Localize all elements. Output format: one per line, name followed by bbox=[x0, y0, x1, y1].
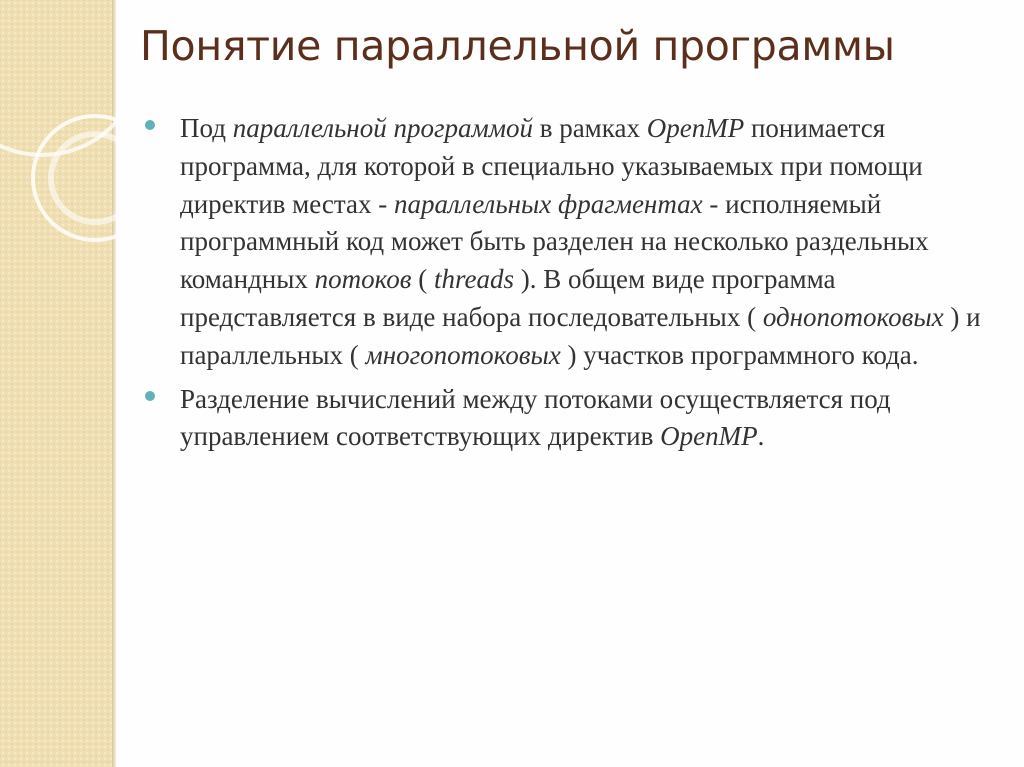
text-run: ). В общем виде программа представляется в виде набора последовательных ( bbox=[180, 264, 836, 332]
text-run: понимается программа, для которой в специально указываемых при помощи директив местах - bbox=[180, 113, 923, 219]
italic-term: OpenMP bbox=[646, 113, 745, 143]
text-run: ) и параллельных ( bbox=[180, 301, 981, 370]
italic-term: потоков bbox=[314, 264, 412, 295]
bullet-dot-icon bbox=[145, 391, 155, 401]
text-run: Под bbox=[180, 113, 233, 143]
italic-term: OpenMP bbox=[660, 421, 758, 452]
bullet-text bbox=[180, 113, 981, 370]
text-run: ) участков программного кода. bbox=[560, 339, 919, 370]
text-run: - исполняемый программный код может быть разделен на несколько раздельных командных bbox=[180, 188, 929, 295]
decorative-circles bbox=[0, 0, 116, 260]
bullet-item bbox=[145, 381, 1005, 457]
text-run: . bbox=[757, 421, 765, 452]
bullet-list bbox=[145, 110, 1005, 462]
bullet-item bbox=[145, 110, 1005, 375]
text-run: в рамках bbox=[532, 113, 647, 143]
text-run: Разделение вычислений между потоками осуществляется под управлением соответствующих директив bbox=[180, 383, 891, 452]
italic-term: threads bbox=[433, 264, 514, 295]
italic-term: однопотоковых bbox=[762, 301, 944, 332]
slide-title: Понятие параллельной программы bbox=[140, 22, 895, 70]
italic-term: параллельных фрагментах bbox=[394, 188, 703, 219]
bullet-dot-icon bbox=[145, 120, 155, 130]
text-run: ( bbox=[411, 264, 434, 295]
italic-term: параллельной программой bbox=[232, 113, 533, 143]
italic-term: многопотоковых bbox=[365, 339, 561, 370]
bullet-text bbox=[180, 384, 891, 452]
